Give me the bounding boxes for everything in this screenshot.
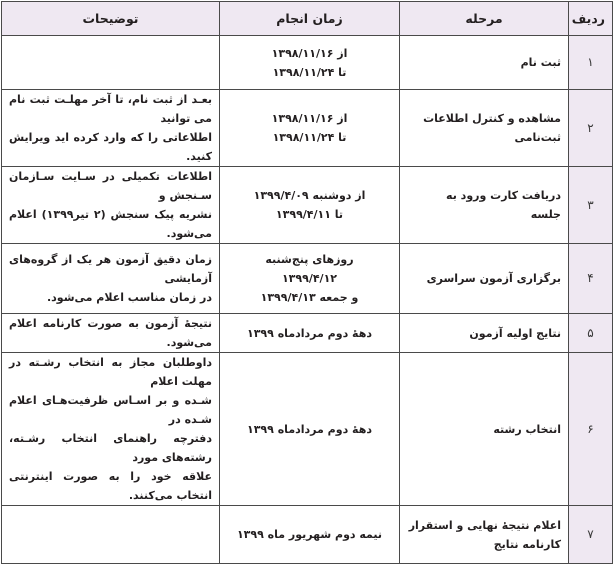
header-desc: توضیحات	[2, 2, 220, 36]
cell-time-line: دهۀ دوم مردادماه ۱۳۹۹	[247, 422, 372, 436]
schedule-body	[2, 36, 613, 564]
cell-stage-line: اعلام نتیجۀ نهایی و استقرار	[408, 518, 561, 532]
cell-time-line: از ۱۳۹۸/۱۱/۱۶	[271, 112, 348, 125]
header-row	[2, 2, 613, 36]
cell-stage-line: کارنامه نتایج	[493, 537, 561, 551]
cell-desc-line: شـده و بر اسـاس ظرفیت‌هـای اعلام شـده در	[9, 394, 212, 426]
cell-stage-line: انتخاب رشته	[493, 422, 561, 436]
cell-time	[220, 353, 400, 506]
cell-time-line: و جمعه ۱۳۹۹/۴/۱۳	[260, 291, 359, 304]
cell-stage-line: برگزاری آزمون سراسری	[426, 272, 561, 285]
cell-desc-line: نتیجۀ آزمون به صورت کارنامه اعلام می‌شود.	[9, 317, 212, 349]
cell-time	[220, 314, 400, 353]
cell-desc	[2, 506, 220, 564]
cell-time	[220, 244, 400, 314]
cell-desc-line: بعـد از ثبت نام، تا آخر مهلـت ثبت نام می توانید	[9, 93, 212, 125]
cell-stage-line: ثبت‌نامی	[514, 131, 561, 144]
cell-num: ۳	[569, 167, 613, 244]
cell-stage	[400, 506, 569, 564]
cell-desc	[2, 314, 220, 353]
cell-time-line: تا ۱۳۹۹/۴/۱۱	[275, 208, 344, 221]
cell-time-line: روزهای پنج‌شنبه	[265, 253, 354, 266]
cell-stage-line: مشاهده و کنترل اطلاعات	[423, 112, 561, 125]
cell-desc-line: نشریه پیک سنجش (۲ تیر۱۳۹۹) اعلام می‌شود.	[9, 208, 212, 240]
cell-desc-line: اطلاعاتی را که وارد کرده اید ویرایش کنید.	[9, 131, 212, 163]
table-row	[2, 506, 613, 564]
cell-desc-line: در زمان مناسب اعلام می‌شود.	[46, 291, 212, 304]
cell-time-line: تا ۱۳۹۸/۱۱/۲۴	[272, 131, 347, 144]
table-row	[2, 244, 613, 314]
cell-stage-line: ثبت نام	[520, 56, 561, 69]
table-row	[2, 314, 613, 353]
cell-desc	[2, 353, 220, 506]
cell-desc	[2, 167, 220, 244]
cell-time-line: تا ۱۳۹۸/۱۱/۲۴	[272, 65, 347, 79]
cell-stage	[400, 90, 569, 167]
cell-stage	[400, 353, 569, 506]
cell-desc	[2, 90, 220, 167]
cell-desc	[2, 244, 220, 314]
cell-num: ۴	[569, 244, 613, 314]
cell-desc	[2, 36, 220, 90]
cell-stage	[400, 314, 569, 353]
cell-time	[220, 90, 400, 167]
header-stage: مرحله	[400, 2, 569, 36]
cell-time-line: از ۱۳۹۸/۱۱/۱۶	[271, 46, 348, 60]
header-time: زمان انجام	[220, 2, 400, 36]
cell-time-line: از دوشنبه ۱۳۹۹/۴/۰۹	[253, 189, 366, 202]
cell-stage-line: جلسه	[530, 208, 561, 221]
header-num: ردیف	[569, 2, 613, 36]
cell-time-line: ۱۳۹۹/۴/۱۲	[281, 272, 338, 285]
cell-num: ۶	[569, 353, 613, 506]
cell-stage	[400, 36, 569, 90]
table-row	[2, 353, 613, 506]
cell-time	[220, 167, 400, 244]
cell-desc-line: علاقه خود را به صورت اینترنتی انتخاب می‌کنند.	[9, 470, 212, 502]
cell-time	[220, 36, 400, 90]
cell-num: ۵	[569, 314, 613, 353]
cell-desc-line: داوطلبان مجاز به انتخاب رشـته در مهلت اعلام	[9, 356, 212, 388]
cell-time-line: دهۀ دوم مردادماه ۱۳۹۹	[247, 326, 372, 340]
cell-stage-line: نتایج اولیه آزمون	[469, 326, 561, 340]
table-row	[2, 90, 613, 167]
cell-time	[220, 506, 400, 564]
schedule-table	[1, 1, 613, 564]
cell-num: ۲	[569, 90, 613, 167]
cell-desc-line: اطلاعات تکمیلی در سـایت سـازمان سـنجش و	[9, 170, 212, 202]
cell-desc-line: دفترچه راهنمای انتخاب رشـته، رشته‌های مورد	[9, 432, 212, 464]
table-row	[2, 36, 613, 90]
cell-desc-line: زمان دقیق آزمون هر یک از گروه‌های آزمایشی	[9, 253, 212, 285]
table-row	[2, 167, 613, 244]
cell-num: ۷	[569, 506, 613, 564]
cell-stage	[400, 244, 569, 314]
cell-num: ۱	[569, 36, 613, 90]
cell-stage-line: دریافت کارت ورود به	[446, 189, 561, 202]
cell-stage	[400, 167, 569, 244]
cell-time-line: نیمه دوم شهریور ماه ۱۳۹۹	[236, 528, 383, 541]
